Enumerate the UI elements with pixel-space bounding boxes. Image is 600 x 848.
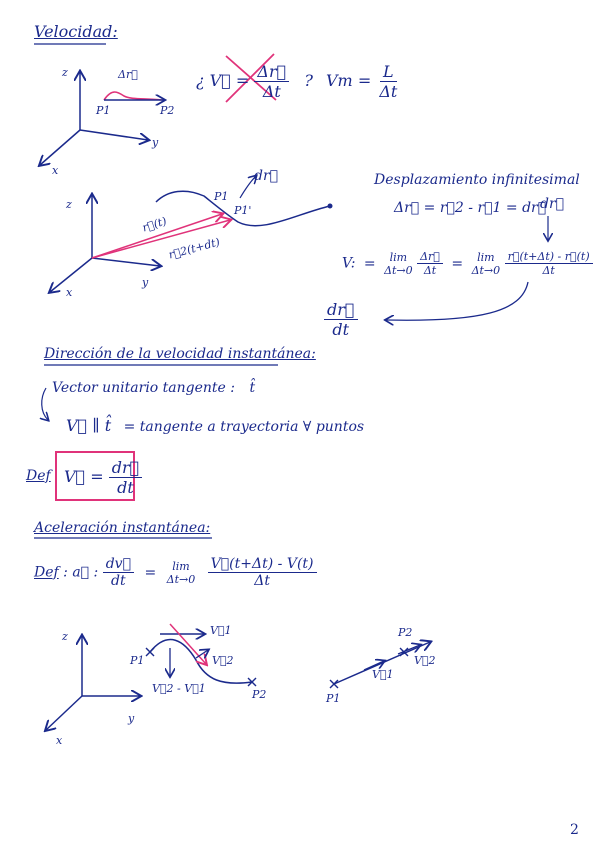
r-tdt-label: r⃗2(t+dt) bbox=[167, 235, 222, 262]
lim-subscript-3: Δt→0 bbox=[166, 572, 196, 586]
parallel-line bbox=[66, 416, 364, 435]
dr-dt-fraction bbox=[324, 300, 358, 339]
equals-sign: = bbox=[235, 71, 250, 90]
vm-formula bbox=[326, 62, 400, 101]
hook-arrow bbox=[42, 388, 48, 420]
dv-denominator: dt bbox=[111, 573, 126, 589]
boxed-definition bbox=[64, 458, 142, 497]
lim-word-2: lim bbox=[477, 250, 495, 264]
axis-label-y3: y bbox=[128, 712, 135, 725]
vm-numerator: L bbox=[380, 62, 397, 82]
unit-vector-line bbox=[52, 380, 255, 396]
axis-label-y: y bbox=[152, 136, 159, 149]
axis-label-z3: z bbox=[62, 630, 68, 643]
p1-label-4: P1 bbox=[326, 692, 341, 705]
curved-arrow bbox=[386, 282, 528, 320]
acc-denominator: Δt bbox=[254, 573, 270, 589]
equals-sign-2: = bbox=[144, 564, 157, 581]
page-number: 2 bbox=[570, 822, 579, 838]
v2-vector bbox=[170, 624, 206, 664]
tangent-text: = tangente a trayectoria ∀ puntos bbox=[123, 419, 365, 435]
crossed-numerator: Δr⃗ bbox=[254, 62, 289, 82]
dr-side-label: dr⃗ bbox=[540, 196, 565, 212]
v-limit-formula: V: = lim Δt→0 $\frac{\Delta r⃗}{\Delta t}$ = lim Δt→0 $\frac{r⃗(t+\Delta t) - r⃗(t)}{\Delta t}$ bbox=[342, 250, 593, 277]
def-label-2: Def bbox=[34, 564, 59, 581]
t-hat-symbol: t̂ bbox=[249, 380, 256, 396]
delta-r-label: Δr⃗ bbox=[118, 68, 138, 81]
p1-label: P1 bbox=[96, 104, 111, 117]
desplazamiento-title: Desplazamiento infinitesimal bbox=[374, 172, 580, 188]
r-t-label: r⃗(t) bbox=[140, 214, 169, 235]
acceleration-formula bbox=[34, 556, 317, 589]
section-title-aceleracion: Aceleración instantánea: bbox=[34, 520, 211, 536]
vm-label: Vm bbox=[326, 71, 353, 90]
drdt-numerator: dr⃗ bbox=[324, 300, 358, 320]
axis-label-x3: x bbox=[56, 734, 63, 747]
axis-label-z2: z bbox=[66, 198, 72, 211]
desplazamiento-equation: Δr⃗ = r⃗2 - r⃗1 = dr⃗ bbox=[394, 200, 547, 216]
unit-vector-text: Vector unitario tangente : bbox=[52, 380, 236, 396]
box-numerator: dr⃗ bbox=[109, 458, 143, 478]
vm-denominator: Δt bbox=[379, 82, 398, 101]
box-v: V⃗ = bbox=[64, 467, 104, 486]
v-vector-symbol: V⃗ bbox=[209, 71, 231, 90]
p1-prime-label: P1' bbox=[234, 204, 252, 217]
v1-label: V⃗1 bbox=[210, 624, 232, 637]
lim-word: lim bbox=[389, 250, 408, 264]
axis-label-y2: y bbox=[142, 276, 149, 289]
drdt-denominator: dt bbox=[332, 320, 350, 339]
dr-label: dr⃗ bbox=[254, 168, 279, 184]
diagram1-axes bbox=[40, 72, 148, 165]
frac1-numerator: Δr⃗ bbox=[417, 250, 443, 264]
frac2-denominator: Δt bbox=[542, 264, 555, 277]
lim-subscript: Δt→0 bbox=[384, 263, 413, 277]
lim-subscript-2: Δt→0 bbox=[471, 263, 501, 277]
lim-word-3: lim bbox=[172, 559, 190, 573]
a-vector: : a⃗ : bbox=[63, 564, 99, 581]
frac1-denominator: Δt bbox=[423, 264, 437, 277]
dv-label: V⃗2 - V⃗1 bbox=[152, 682, 206, 695]
p1-label-2: P1 bbox=[214, 190, 229, 203]
dv-numerator: dv⃗ bbox=[103, 556, 134, 573]
v2-label: V⃗2 bbox=[212, 654, 234, 667]
axis-label-x: x bbox=[52, 164, 59, 177]
crossed-question bbox=[196, 62, 313, 101]
section-title-velocidad: Velocidad: bbox=[34, 22, 118, 41]
p2-label: P2 bbox=[160, 104, 175, 117]
diagram3-axes bbox=[46, 636, 140, 730]
p2-label-4: P2 bbox=[398, 626, 413, 639]
v-parallel-t: V⃗ ∥ t̂ bbox=[66, 416, 112, 435]
diagram3-trajectory bbox=[150, 640, 252, 684]
v2-label-4: V⃗2 bbox=[414, 654, 436, 667]
p1-label-3: P1 bbox=[130, 654, 145, 667]
vm-equals: = bbox=[357, 71, 372, 90]
box-denominator: dt bbox=[117, 478, 134, 497]
axis-label-z: z bbox=[62, 66, 68, 79]
axis-label-x2: x bbox=[66, 286, 73, 299]
diagram1-trajectory bbox=[104, 92, 162, 100]
acc-numerator: V⃗(t+Δt) - V(t) bbox=[208, 556, 317, 573]
p2-label-3: P2 bbox=[252, 688, 267, 701]
trajectory-end-dot bbox=[328, 204, 333, 209]
frac2-numerator: r⃗(t+Δt) - r⃗(t) bbox=[505, 250, 593, 264]
v1-label-4: V⃗1 bbox=[372, 668, 394, 681]
question-mark: ? bbox=[304, 71, 313, 90]
v-label: V: bbox=[342, 255, 356, 272]
crossed-denominator: Δt bbox=[262, 82, 281, 101]
section-title-direccion: Dirección de la velocidad instantánea: bbox=[44, 346, 316, 362]
question-open: ¿ bbox=[196, 71, 205, 90]
def-label: Def bbox=[26, 468, 51, 484]
